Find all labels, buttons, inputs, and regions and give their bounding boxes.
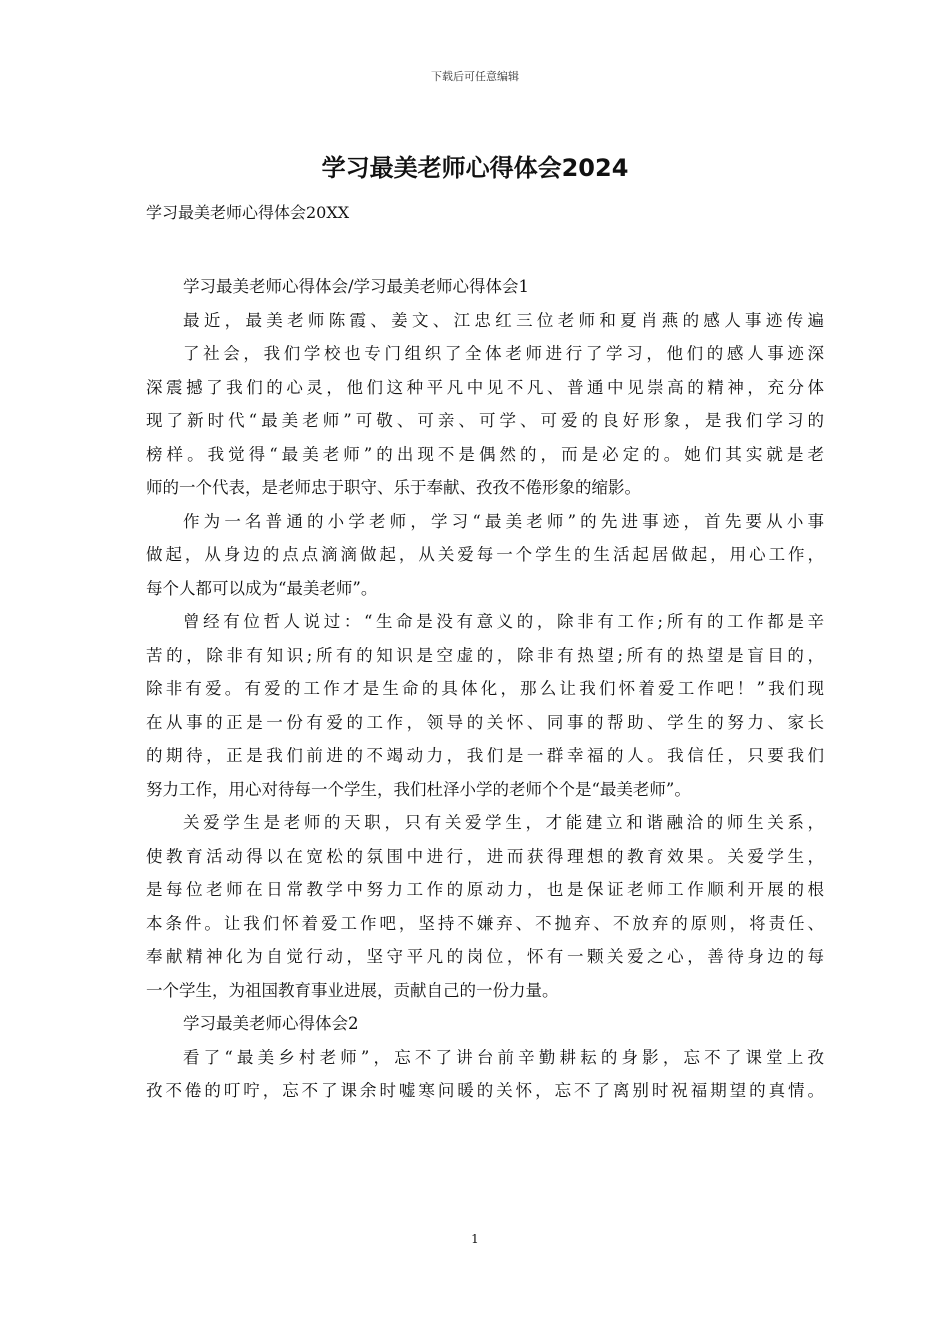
- section-heading: 学习最美老师心得体会2: [183, 1014, 359, 1033]
- text-line: 孜不倦的叮咛，忘不了课余时嘘寒问暖的关怀，忘不了离别时祝福期望的真情。: [146, 1081, 824, 1100]
- text-line: 使教育活动得以在宽松的氛围中进行，进而获得理想的教育效果。关爱学生，: [146, 846, 824, 866]
- text-line: 看了“最美乡村老师”，忘不了讲台前辛勤耕耘的身影，忘不了课堂上孜: [183, 1047, 824, 1067]
- document-body: [146, 270, 824, 1108]
- text-line: 苦的，除非有知识;所有的知识是空虚的，除非有热望;所有的热望是盲目的，: [146, 645, 824, 665]
- document-subtitle: 学习最美老师心得体会20XX: [146, 203, 350, 222]
- text-line: 是每位老师在日常教学中努力工作的原动力，也是保证老师工作顺利开展的根: [146, 880, 824, 899]
- text-line: 榜样。我觉得“最美老师”的出现不是偶然的，而是必定的。她们其实就是老: [146, 444, 824, 464]
- text-line: 每个人都可以成为“最美老师”。: [146, 578, 378, 598]
- section-heading: 学习最美老师心得体会/学习最美老师心得体会1: [183, 277, 530, 296]
- text-line: 一个学生，为祖国教育事业进展，贡献自己的一份力量。: [146, 980, 559, 1000]
- text-line: 的期待，正是我们前进的不竭动力，我们是一群幸福的人。我信任，只要我们: [146, 746, 824, 765]
- text-line: 奉献精神化为自觉行动，坚守平凡的岗位，怀有一颗关爱之心，善待身边的每: [146, 947, 824, 966]
- page-number: 1: [471, 1232, 479, 1246]
- text-line: 做起，从身边的点点滴滴做起，从关爱每一个学生的生活起居做起，用心工作，: [146, 545, 824, 564]
- text-line: 本条件。让我们怀着爱工作吧，坚持不嫌弃、不抛弃、不放弃的原则，将责任、: [146, 913, 824, 933]
- text-line: 努力工作，用心对待每一个学生，我们杜泽小学的老师个个是“最美老师”。: [146, 779, 691, 799]
- text-line: 师的一个代表，是老师忠于职守、乐于奉献、孜孜不倦形象的缩影。: [146, 478, 641, 497]
- text-line: 深震撼了我们的心灵，他们这种平凡中见不凡、普通中见崇高的精神，充分体: [146, 377, 824, 397]
- text-line: 了社会，我们学校也专门组织了全体老师进行了学习，他们的感人事迹深: [183, 344, 824, 363]
- text-line: 关爱学生是老师的天职，只有关爱学生，才能建立和谐融洽的师生关系，: [183, 813, 824, 832]
- text-line: 在从事的正是一份有爱的工作，领导的关怀、同事的帮助、学生的努力、家长: [146, 712, 824, 732]
- text-line: 最近，最美老师陈霞、姜文、江忠红三位老师和夏肖燕的感人事迹传遍: [183, 310, 824, 330]
- document-title: 学习最美老师心得体会2024: [321, 154, 629, 182]
- text-line: 除非有爱。有爱的工作才是生命的具体化，那么让我们怀着爱工作吧！”我们现: [146, 679, 824, 698]
- text-line: 现了新时代“最美老师”可敬、可亲、可学、可爱的良好形象，是我们学习的: [146, 411, 824, 430]
- text-line: 作为一名普通的小学老师，学习“最美老师”的先进事迹，首先要从小事: [183, 511, 824, 531]
- page-header-note: 下载后可任意编辑: [431, 70, 519, 83]
- text-line: 曾经有位哲人说过：“生命是没有意义的，除非有工作;所有的工作都是辛: [183, 612, 824, 631]
